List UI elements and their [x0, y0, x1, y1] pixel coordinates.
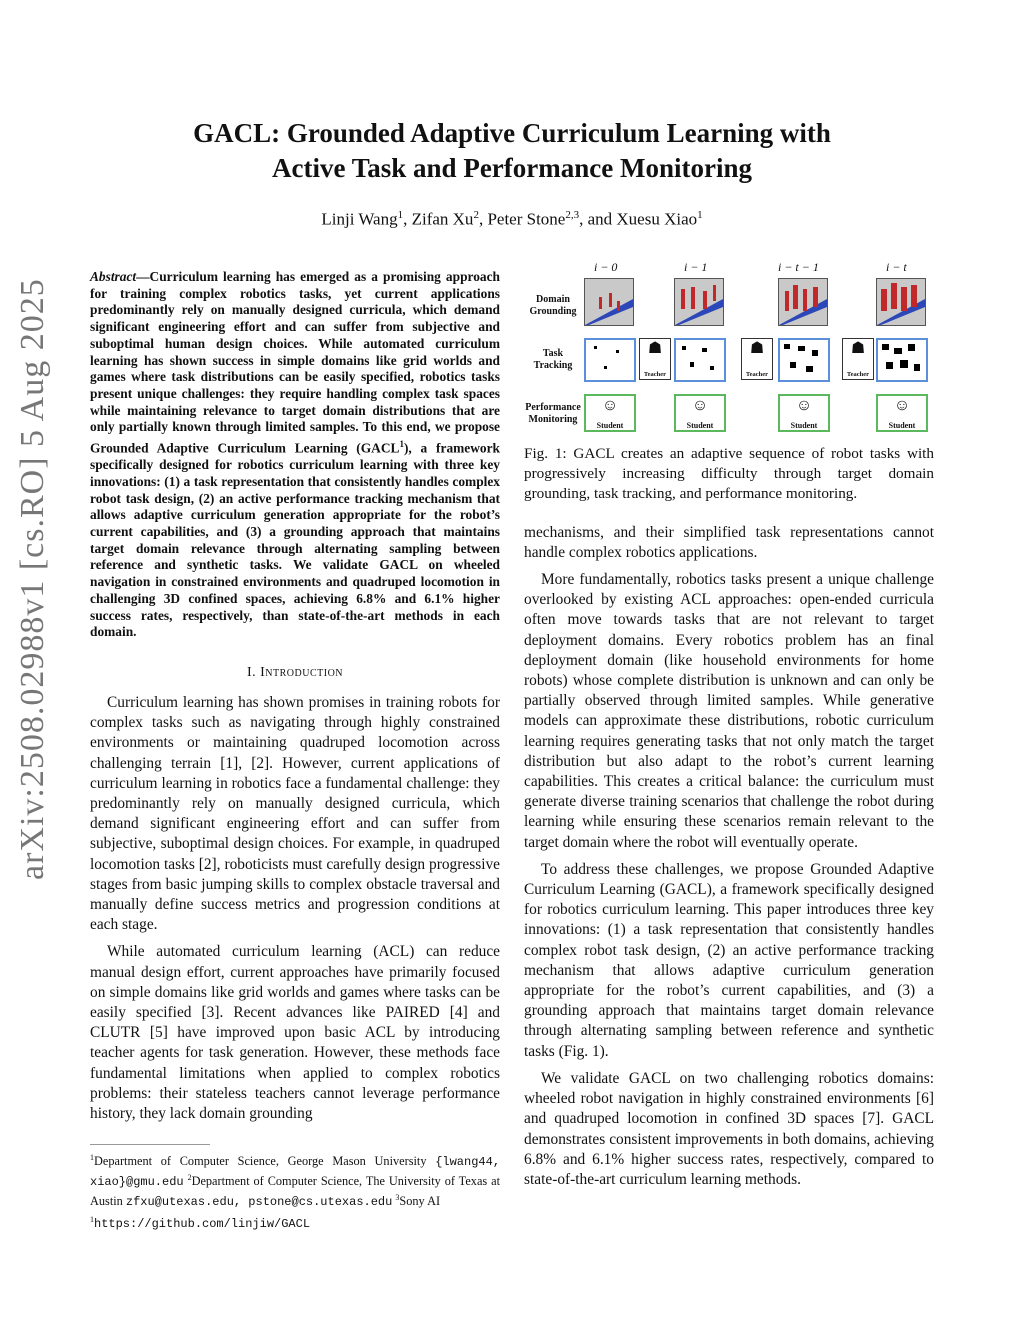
row-label-task: Task Tracking — [533, 348, 573, 371]
footnote-mark: 1 — [399, 439, 404, 450]
left-column — [90, 269, 500, 1131]
code-url-link[interactable]: https://github.com/linjiw/GACL — [94, 1217, 311, 1232]
task-grid-image — [676, 340, 724, 380]
footnote-mark: 3 — [395, 1193, 400, 1203]
footnote-email: {lwang44, xiao}@gmu.edu — [90, 1155, 501, 1190]
teacher-icon: ☗ — [647, 340, 663, 357]
paper-title — [120, 116, 904, 186]
terrain-image — [877, 279, 925, 325]
footnote-email: zfxu@utexas.edu, pstone@cs.utexas.edu — [125, 1195, 393, 1210]
paragraph: While automated curriculum learning (ACL) can reduce manual design effort, current approaches have primarily focused on simple domains like grid worlds and games where tasks can be easily specified [3]. Recent advances like PAIRED [4] and CLUTR [5] have improved upon basic ACL by introducing teacher agents for task generation. However, these methods face fundamental limitations when applied to complex robotics problems: their stateless teachers cannot leverage performance history, they lack domain grounding — [90, 943, 500, 1122]
abstract — [90, 269, 500, 641]
student-label: Student — [888, 421, 916, 430]
affiliation-mark: 1 — [697, 209, 703, 221]
student-icon: ☺ — [691, 397, 709, 414]
teacher-icon: ☗ — [749, 340, 765, 357]
author-name: Linji Wang — [321, 209, 398, 229]
affiliation-mark: 2 — [473, 209, 479, 221]
column-header: i − t − 1 — [778, 260, 819, 274]
footnote-text: Department of Computer Science, The University of Texas at Austin — [90, 1174, 500, 1209]
author-list: Linji Wang$^1$, Zifan Xu$^2$, Peter Stone$^{2,3}$, and Xuesu Xiao$^1$ — [321, 209, 703, 229]
domain-tile — [778, 278, 828, 326]
affiliation-mark: 2,3 — [565, 209, 580, 221]
footnote-url-line — [90, 1212, 500, 1232]
footnote-mark: 1 — [90, 1215, 94, 1225]
teacher-label: Teacher — [846, 371, 870, 378]
footnote-text: Sony AI — [399, 1194, 441, 1209]
column-header: i − 1 — [684, 260, 708, 274]
row-label-performance: Performance Monitoring — [525, 402, 581, 425]
paragraph: More fundamentally, robotics tasks present a unique challenge overlooked by existing ACL approaches: open-ended curricula often move towards tasks that are not relevant to target deployment domains. Every robotics problem has an final deployment domain (like household environments for home robots) whose complete distribution is unknown and can only be partially observed through limited samples. While generative models can approximate these distributions, robotic curriculum learning requires generating tasks that not only match the target distribution but also adapt to the robot’s current learning capabilities. This creates a critical balance: the curriculum must generate diverse training scenarios that challenge the robot during learning while ensuring these scenarios remain relevant to the target domain where the robot will eventually operate. — [524, 571, 934, 851]
footnotes — [90, 1150, 500, 1232]
task-grid-image — [780, 340, 828, 380]
teacher-box — [639, 338, 671, 380]
student-icon: ☺ — [601, 397, 619, 414]
section-number: I. — [246, 664, 257, 680]
terrain-image — [779, 279, 827, 325]
student-label: Student — [790, 421, 818, 430]
section-heading — [90, 665, 500, 681]
abstract-label: Abstract — [90, 269, 137, 284]
teacher-label: Teacher — [643, 371, 667, 378]
paragraph: Curriculum learning has shown promises in training robots for complex tasks such as navigating through highly constrained environments or maintaining quadruped locomotion across challenging terrain [1], [2]. However, current applications of curriculum learning in robotics face a fundamental challenge: they predominantly rely on manually designed curricula, which demand significant engineering effort and can suffer from subjective, suboptimal design choices. For example, in quadruped locomotion tasks [2], roboticists must carefully design progressive stages from basic jumping skills to complex obstacle traversal and manually define success metrics and progression conditions at each stage. — [90, 693, 500, 934]
domain-tile — [674, 278, 724, 326]
column-header: i − t — [886, 260, 907, 274]
column-header: i − 0 — [594, 260, 618, 274]
student-box — [778, 394, 830, 432]
student-label: Student — [596, 421, 624, 430]
section-title: Introduction — [260, 664, 344, 680]
task-grid-image — [878, 340, 926, 380]
footnote-affiliations — [90, 1150, 500, 1210]
student-label: Student — [686, 421, 714, 430]
paragraph: mechanisms, and their simplified task representations cannot handle complex robotics applications. — [524, 523, 934, 561]
abstract-text-cont: ), a framework specifically designed for robotics curriculum learning with three key innovations: (1) a task representation that consistently handles complex robot task design, (2) an active performance tracking mechanism that allows adaptive curriculum generation appropriate for the robot’s current capabilities, and (3) a grounding approach that maintains target domain relevance through alternating sampling between reference and synthetic tasks. We validate GACL on wheeled navigation in constrained environments and quadruped locomotion in challenging 3D confined spaces, achieving 6.8% and 6.1% higher success rates, respectively, than state-of-the-art methods in each domain. — [90, 440, 500, 640]
footnote-rule — [90, 1144, 210, 1145]
terrain-image — [675, 279, 723, 325]
paragraph: We validate GACL on two challenging robotics domains: wheeled robot navigation in highly constrained environments [6] and quadruped locomotion in confined 3D spaces [7]. GACL demonstrates consistent improvements in both domains, achieving 6.8% and 6.1% higher success rates, respectively, compared to state-of-the-art curriculum learning methods. — [524, 1069, 934, 1188]
paragraph: To address these challenges, we propose Grounded Adaptive Curriculum Learning (GACL), a framework specifically designed for robotics curriculum learning. This paper introduces three key innovations: (1) a task representation that consistently handles complex robot task design, (2) an active performance tracking mechanism that allows adaptive curriculum generation appropriate for the robot’s current capabilities, and (3) a grounding approach that maintains target domain relevance through alternating sampling between reference and synthetic tasks (Fig. 1). — [524, 860, 934, 1060]
footnote-mark: 2 — [187, 1173, 192, 1183]
task-grid-image — [586, 340, 634, 380]
author-name: Xuesu Xiao — [616, 209, 698, 229]
abstract-text: Curriculum learning has emerged as a promising approach for training complex robotics tasks, yet current applications predominantly rely on manually designed curricula, which demand significant engineering effort and can suffer from subjective and suboptimal human design choices. While automated curriculum learning has shown success in simple domains like grid worlds and games where task distributions can be easily specified, robotics tasks present unique challenges: they require handling complex task spaces while maintaining relevance to target domain distributions that are only partially known through limited samples. To this end, we propose Grounded Adaptive Curriculum Learning (GACL — [90, 269, 500, 456]
task-map — [778, 338, 830, 382]
domain-tile — [584, 278, 634, 326]
teacher-box — [741, 338, 773, 380]
student-box — [876, 394, 928, 432]
task-map — [584, 338, 636, 382]
arxiv-identifier: arXiv:2508.02988v1 [cs.RO] 5 Aug 2025 — [14, 278, 51, 880]
student-icon: ☺ — [795, 397, 813, 414]
teacher-icon: ☗ — [850, 340, 866, 357]
author-name: Peter Stone — [487, 209, 566, 229]
domain-tile — [876, 278, 926, 326]
footnote-mark: 1 — [90, 1153, 94, 1162]
teacher-box — [842, 338, 874, 380]
right-column — [524, 258, 934, 1197]
figure-1 — [524, 258, 934, 438]
conjunction: and — [587, 209, 613, 229]
terrain-image — [585, 279, 633, 325]
abstract-dash: — — [136, 269, 150, 284]
teacher-label: Teacher — [745, 371, 769, 378]
footnote-text: Department of Computer Science, George Mason University — [94, 1154, 427, 1169]
row-label-domain: Domain Grounding — [529, 294, 577, 317]
author-name: Zifan Xu — [411, 209, 474, 229]
figure-caption: Fig. 1: GACL creates an adaptive sequence of robot tasks with progressively increasing difficulty through target domain grounding, task tracking, and performance monitoring. — [524, 445, 934, 503]
task-map — [674, 338, 726, 382]
student-box — [584, 394, 636, 432]
affiliation-mark: 1 — [397, 209, 404, 221]
title-line-1: GACL: Grounded Adaptive Curriculum Learning with — [193, 118, 831, 148]
spacer — [524, 505, 934, 523]
title-line-2: Active Task and Performance Monitoring — [272, 153, 752, 183]
task-map — [876, 338, 928, 382]
student-icon: ☺ — [893, 397, 911, 414]
student-box — [674, 394, 726, 432]
